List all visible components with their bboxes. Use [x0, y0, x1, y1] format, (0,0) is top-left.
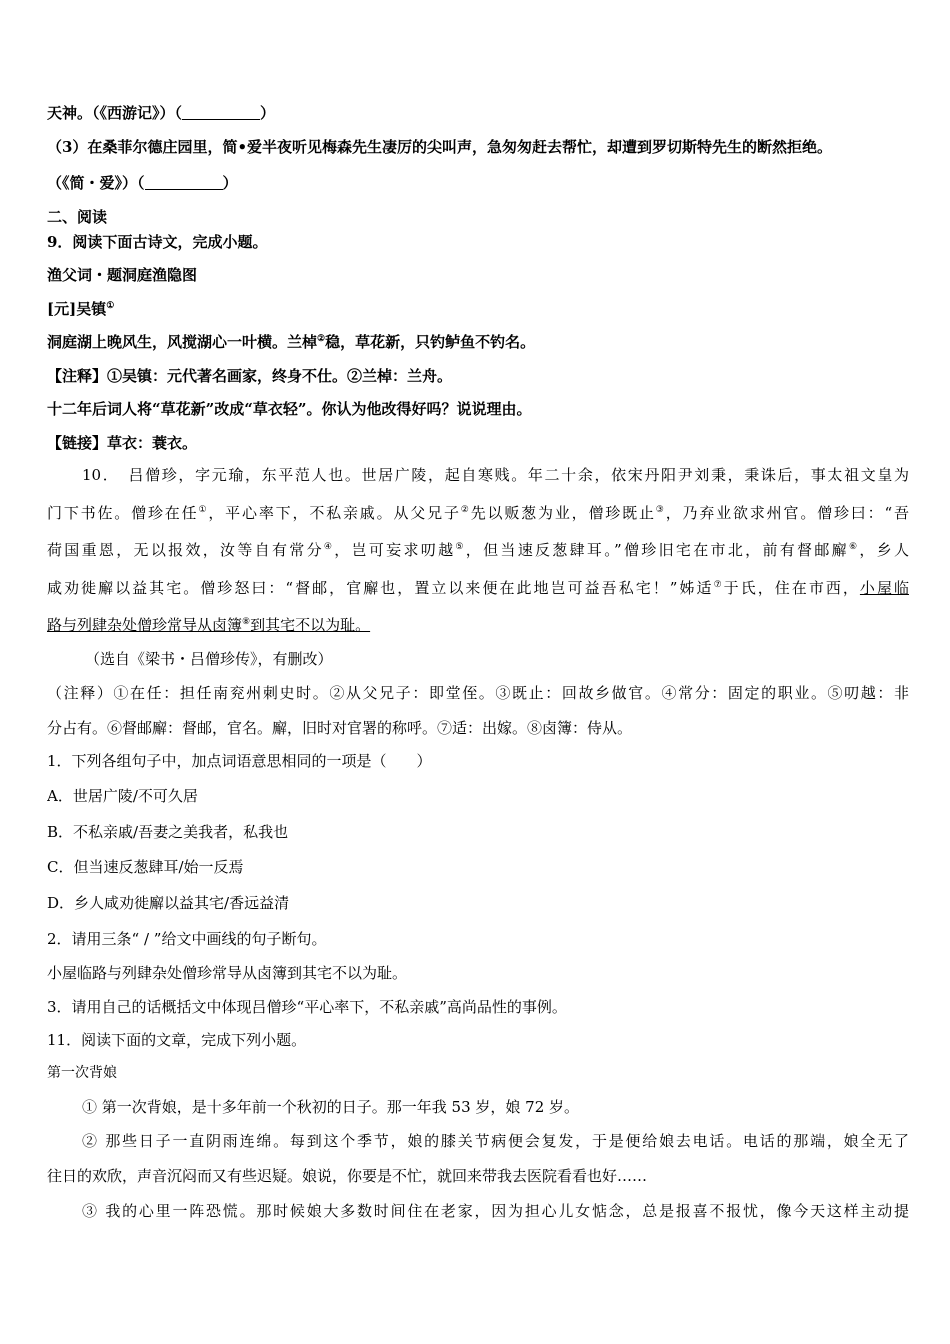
underlined-sentence: [47, 616, 370, 634]
underlined-sentence: 小屋临: [859, 579, 909, 597]
passage-text: 咸劝徙廨以益其宅。僧珍怒曰：“督邮，官廨也，置立以来便在此地岂可益吾私宅！”姊适: [47, 579, 714, 597]
note-marker: ⑧: [242, 617, 251, 627]
subquestion-1: 1．下列各组句子中，加点词语意思相同的一项是（ ）: [47, 752, 432, 770]
section-heading: 二、阅读: [47, 208, 108, 226]
q10-passage-line-4: [47, 578, 909, 598]
q10-passage-line-5: [47, 615, 909, 635]
option-d[interactable]: D．乡人咸劝徙廨以益其宅/香远益清: [47, 894, 290, 912]
subquestion-2: 2．请用三条“ / ”给文中画线的句子断句。: [47, 930, 327, 948]
passage-text: 于氏，住在市西，: [723, 579, 860, 597]
article-paragraph-2-line-2: 往日的欢欣，声音沉闷而又有些迟疑。娘说，你要是不忙，就回来带我去医院看看也好……: [47, 1167, 648, 1185]
article-paragraph-2-line-1: ② 那些日子一直阴雨连绵。每到这个季节，娘的膝关节病便会复发，于是便给娘去电话。电话的那端，娘全无了: [82, 1132, 909, 1150]
passage-text: 到其宅不以为耻。: [250, 616, 371, 634]
poem-text: [47, 332, 909, 352]
poem-text-part-1: 洞庭湖上晚风生，风搅湖心一叶横。兰棹: [47, 333, 318, 351]
passage-text: 门下书佐。僧珍在任: [47, 504, 199, 522]
poem-link: [47, 433, 909, 453]
passage-text: 路与列肆杂处僧珍常导从卤簿: [47, 616, 243, 634]
note-marker: ⑦: [713, 580, 724, 590]
article-paragraph-3-line-1: ③ 我的心里一阵恐慌。那时候娘大多数时间住在老家，因为担心儿女惦念，总是报喜不报忧，像今天这样主动提: [82, 1202, 909, 1220]
subquestion-2-sentence: 小屋临路与列肆杂处僧珍常导从卤簿到其宅不以为耻。: [47, 964, 408, 982]
passage-text: 荷国重恩，无以报效，汝等自有常分: [47, 541, 324, 559]
poem-author: [47, 299, 909, 319]
note-marker: ④: [323, 542, 335, 552]
q10-notes-line-2: 分占有。⑥督邮廨：督邮，官名。廨，旧时对官署的称呼。⑦适：出嫁。⑧卤簿：侍从。: [47, 719, 633, 737]
notes-text: ①吴镇：元代著名画家，终身不仕。②兰棹：兰舟。: [107, 367, 453, 385]
q10-passage-line-2: [47, 503, 909, 523]
q10-passage-line-3: [47, 540, 909, 560]
answer-blank-2[interactable]: [145, 174, 223, 190]
q8-item-3: （3）在桑菲尔德庄园里，简•爱半夜听见梅森先生凄厉的尖叫声，急匆匆赶去帮忙，却遭到罗切斯特先生的断然拒绝。: [47, 138, 833, 156]
note-marker: ①: [106, 301, 115, 311]
passage-text: ，平心率下，不私亲戚。从父兄子: [208, 504, 461, 522]
passage-text: ，岂可妄求叨越: [334, 541, 456, 559]
notes-label: 【注释】: [47, 367, 108, 385]
q8-line-1-close: ）: [260, 104, 276, 122]
note-marker: ⑤: [455, 542, 466, 552]
q8-line-3-text: （《简・爱》）（: [47, 174, 145, 192]
poem-title: 渔父词・题洞庭渔隐图: [47, 266, 198, 284]
subquestion-3: 3．请用自己的话概括文中体现吕僧珍“平心率下，不私亲戚”高尚品性的事例。: [47, 998, 567, 1016]
note-marker: ③: [655, 505, 666, 515]
q10-passage-line-1: 10． 吕僧珍，字元瑜，东平范人也。世居广陵，起自寒贱。年二十余，依宋丹阳尹刘秉，秉诛后，事太祖文皇为: [82, 466, 909, 484]
passage-text: ，但当速反葱肆耳。”僧珍旧宅在市北，前有督邮廨: [465, 541, 849, 559]
q8-line-1-text: 天神。（《西游记》）（: [47, 104, 183, 122]
article-paragraph-1: ① 第一次背娘，是十多年前一个秋初的日子。那一年我 53 岁，娘 72 岁。: [82, 1098, 580, 1116]
q9-prompt: 9．阅读下面古诗文，完成小题。: [47, 233, 268, 251]
q8-line-1: [47, 103, 909, 123]
option-c[interactable]: C．但当速反葱肆耳/始一反焉: [47, 858, 244, 876]
poem-notes: [47, 366, 909, 386]
poem-author-name: [元]吴镇: [47, 300, 107, 318]
q8-line-3: [47, 173, 909, 193]
option-a[interactable]: A．世居广陵/不可久居: [47, 787, 198, 805]
note-marker: ①: [198, 505, 209, 515]
note-marker: ⑥: [848, 542, 860, 552]
answer-blank-1[interactable]: [182, 104, 260, 120]
passage-source: （选自《梁书・吕僧珍传》，有删改）: [85, 650, 333, 668]
article-title: 第一次背娘: [47, 1065, 117, 1081]
passage-text: ，乡人: [859, 541, 909, 559]
q11-prompt: 11．阅读下面的文章，完成下列小题。: [47, 1031, 307, 1049]
link-label: 【链接】: [47, 434, 108, 452]
q8-line-3-close: ）: [222, 174, 238, 192]
note-marker: ②: [317, 334, 326, 344]
passage-text: 先以贩葱为业，僧珍既止: [470, 504, 656, 522]
poem-text-part-2: 稳，草花新，只钓鲈鱼不钓名。: [325, 333, 536, 351]
q10-notes-line-1: （注释）①在任：担任南兖州刺史时。②从父兄子：即堂侄。③既止：回故乡做官。④常分：固定的职业。⑤叨越：非: [47, 684, 909, 702]
passage-text: ，乃弃业欲求州官。僧珍曰：“吾: [665, 504, 909, 522]
q9-question: 十二年后词人将“草花新”改成“草衣轻”。你认为他改得好吗？说说理由。: [47, 400, 532, 418]
option-b[interactable]: B．不私亲戚/吾妻之美我者，私我也: [47, 823, 289, 841]
note-marker: ②: [460, 505, 471, 515]
link-text: 草衣：蓑衣。: [107, 434, 198, 452]
